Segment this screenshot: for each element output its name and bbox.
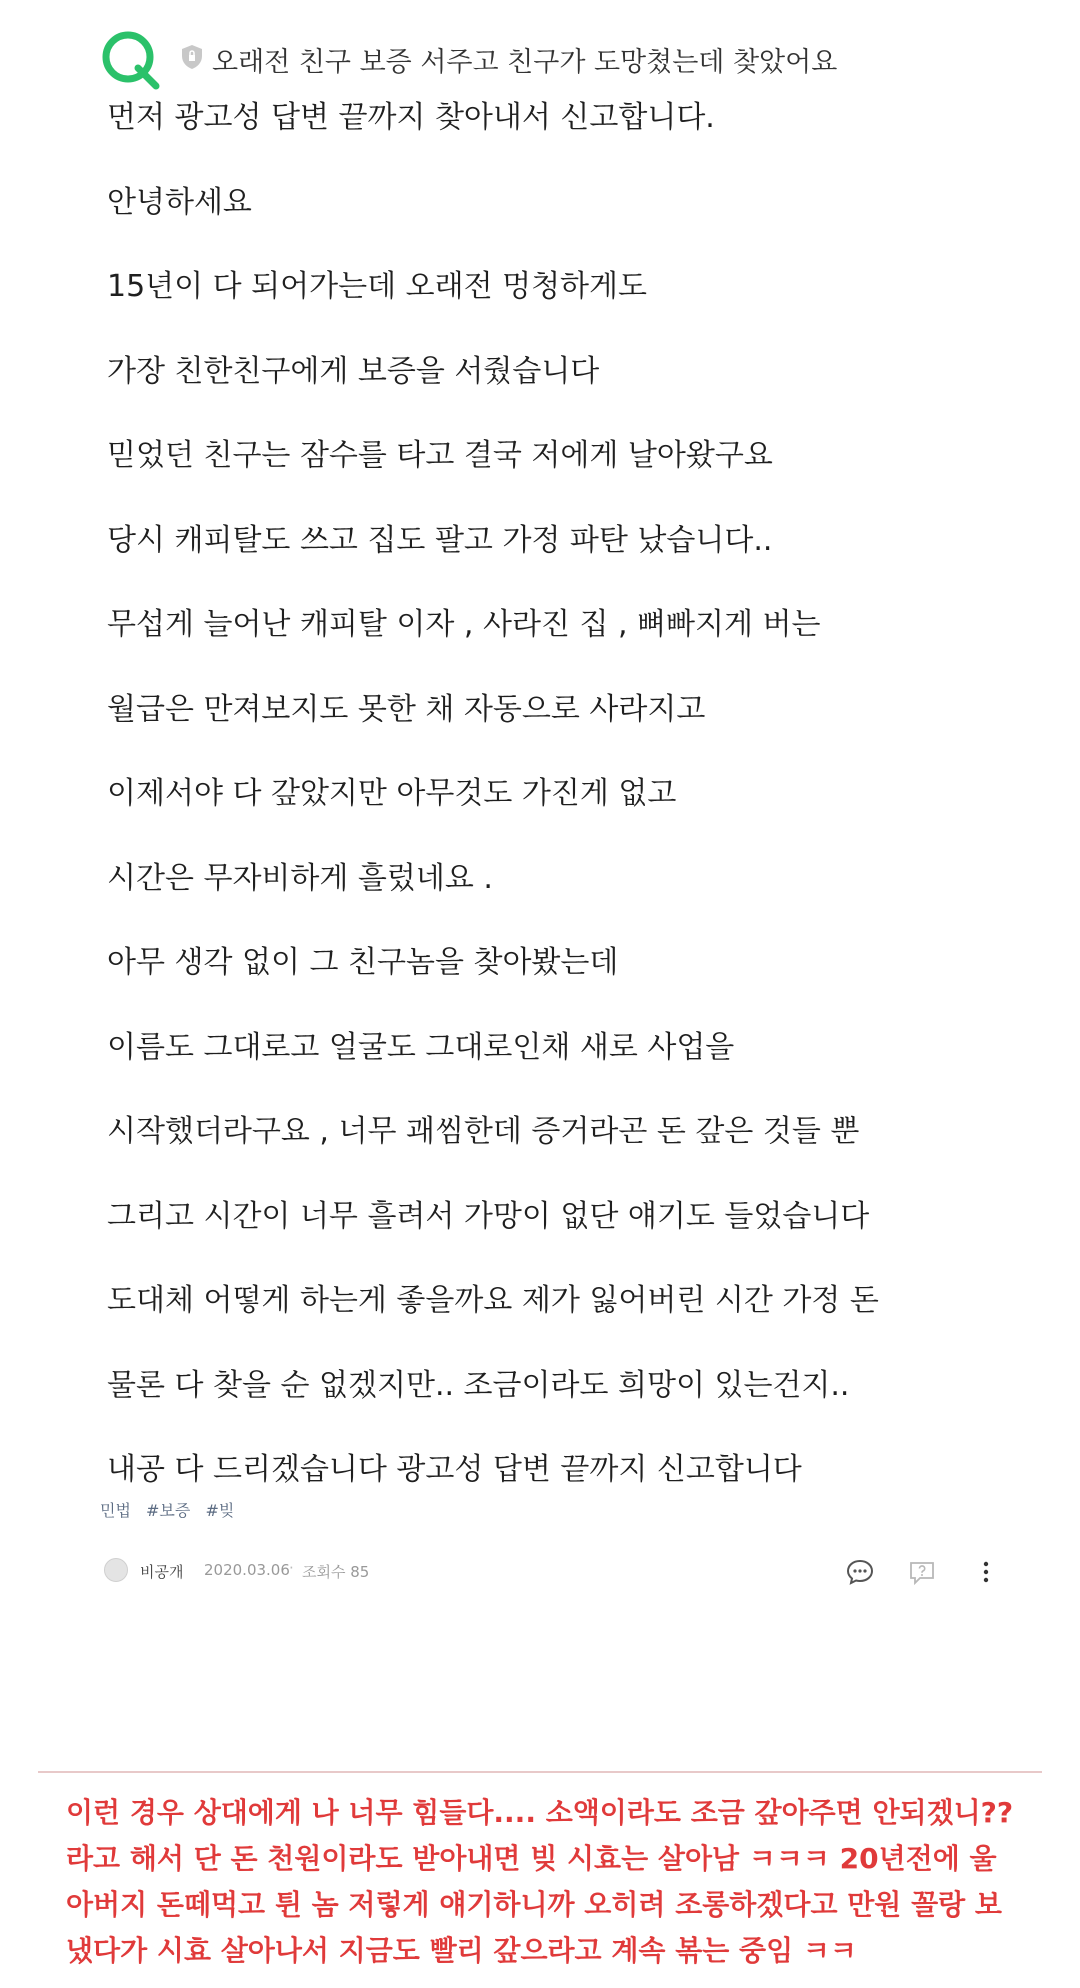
tag-list xyxy=(100,1498,244,1521)
avatar xyxy=(104,1558,128,1582)
tag-civil-law[interactable]: 민법 xyxy=(100,1501,131,1520)
view-count: 조회수 85 xyxy=(302,1563,370,1581)
tag-debt[interactable]: #빚 xyxy=(205,1501,235,1520)
more-vertical-icon[interactable] xyxy=(970,1556,1002,1588)
post-date: 2020.03.06 xyxy=(204,1561,290,1579)
answer-line: 15년이 다 되어가는데 오래전 멍청하게도 xyxy=(107,269,647,304)
answer-line: 도대체 어떻게 하는게 좋을까요 제가 잃어버린 시간 가정 돈 xyxy=(107,1283,879,1318)
comment-line: 이런 경우 상대에게 나 너무 힘들다.... 소액이라도 조금 갚아주면 안되겠니?? xyxy=(66,1796,1014,1829)
q-logo-icon xyxy=(100,30,164,90)
answer-line: 이제서야 다 갚았지만 아무것도 가진게 없고 xyxy=(107,776,677,811)
answer-line: 시작했더라구요 , 너무 괘씸한데 증거라곤 돈 갚은 것들 뿐 xyxy=(107,1114,860,1149)
answer-line: 월급은 만져보지도 못한 채 자동으로 사라지고 xyxy=(107,692,706,727)
answer-line: 안녕하세요 xyxy=(107,185,252,220)
answer-line: 무섭게 늘어난 캐피탈 이자 , 사라진 집 , 뼈빠지게 버는 xyxy=(107,607,821,642)
comment-line: 아버지 돈떼먹고 튄 놈 저렇게 얘기하니까 오히려 조롱하겠다고 만원 꼴랑 보 xyxy=(66,1888,1002,1921)
answer-line: 먼저 광고성 답변 끝까지 찾아내서 신고합니다. xyxy=(107,100,715,135)
section-divider xyxy=(38,1771,1042,1773)
answer-meta xyxy=(104,1556,1004,1586)
meta-separator: · xyxy=(289,1559,294,1577)
answer-line: 가장 친한친구에게 보증을 서줬습니다 xyxy=(107,354,600,389)
answer-line: 당시 캐피탈도 쓰고 집도 팔고 가정 파탄 났습니다.. xyxy=(107,523,773,558)
tag-guarantee[interactable]: #보증 xyxy=(146,1501,191,1520)
report-question-icon[interactable] xyxy=(906,1556,938,1588)
question-title[interactable]: 오래전 친구 보증 서주고 친구가 도망쳤는데 찾았어요 xyxy=(212,47,838,78)
answer-line: 물론 다 찾을 순 없겠지만.. 조금이라도 희망이 있는건지.. xyxy=(107,1368,850,1403)
comment-bubble-icon[interactable] xyxy=(844,1556,876,1588)
answer-line: 이름도 그대로고 얼굴도 그대로인채 새로 사업을 xyxy=(107,1030,735,1065)
author-name: 비공개 xyxy=(140,1563,184,1581)
comment-line: 냈다가 시효 살아나서 지금도 빨리 갚으라고 계속 볶는 중임 ㅋㅋ xyxy=(66,1934,857,1967)
answer-line: 그리고 시간이 너무 흘려서 가망이 없단 얘기도 들었습니다 xyxy=(107,1199,870,1234)
answer-line: 내공 다 드리겠습니다 광고성 답변 끝까지 신고합니다 xyxy=(107,1452,802,1487)
question-header xyxy=(100,30,1000,90)
answer-line: 시간은 무자비하게 흘렀네요 . xyxy=(107,861,493,896)
answer-line: 믿었던 친구는 잠수를 타고 결국 저에게 날아왔구요 xyxy=(107,438,773,473)
answer-line: 아무 생각 없이 그 친구놈을 찾아봤는데 xyxy=(107,945,619,980)
comment-line: 라고 해서 단 돈 천원이라도 받아내면 빚 시효는 살아남 ㅋㅋㅋ 20년전에 울 xyxy=(66,1842,997,1875)
shield-icon xyxy=(180,44,204,70)
